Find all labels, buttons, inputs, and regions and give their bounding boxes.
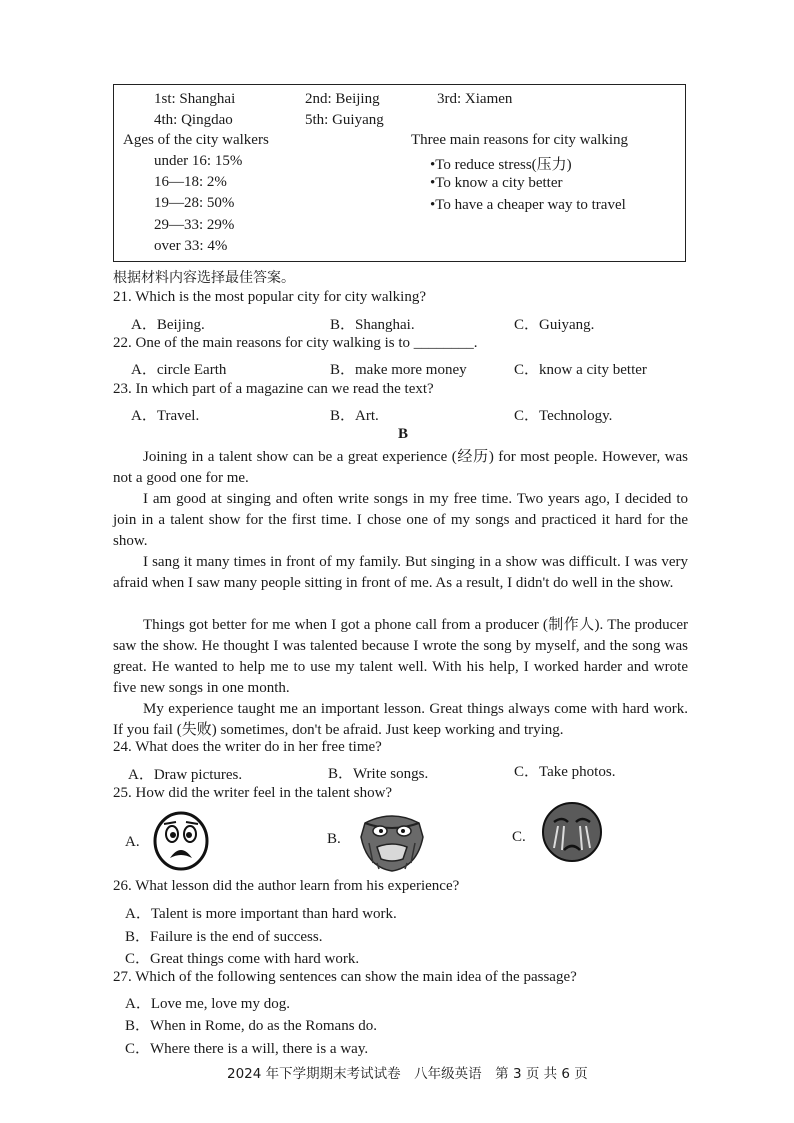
- question-24: [113, 739, 382, 756]
- option-c: C．know a city better: [514, 362, 647, 378]
- question-27: [113, 969, 577, 986]
- passage-paragraph: My experience taught me an important lesson. Great things always come with hard work. If you fail (失败) sometimes, don't be afraid. Just keep working and trying.: [113, 701, 688, 738]
- question-text: Which of the following sentences can show the main idea of the passage?: [135, 969, 577, 985]
- option-a: A．Love me, love my dog.: [125, 996, 290, 1012]
- option-b: B．Failure is the end of success.: [125, 929, 323, 945]
- age-item: under 16: 15%: [154, 153, 243, 169]
- option-b: B．Art.: [330, 408, 379, 424]
- rank-3: 3rd: Xiamen: [437, 91, 513, 107]
- question-26: [113, 878, 459, 895]
- question-text: What lesson did the author learn from his experience?: [135, 878, 460, 894]
- option-c: C．Great things come with hard work.: [125, 951, 360, 967]
- age-item: 16—18: 2%: [154, 174, 227, 190]
- option-a: A．Travel.: [131, 408, 200, 424]
- question-number: 24.: [113, 739, 132, 755]
- option-a: A．Talent is more important than hard work.: [125, 906, 397, 922]
- age-item: over 33: 4%: [154, 238, 228, 254]
- question-number: 26.: [113, 878, 132, 894]
- rank-1: 1st: Shanghai: [154, 91, 236, 107]
- crying-face-icon: [540, 800, 604, 864]
- option-c: C．Where there is a will, there is a way.: [125, 1041, 369, 1057]
- question-text: How did the writer feel in the talent show?: [135, 785, 393, 801]
- frightened-face-icon: [152, 810, 210, 872]
- question-number: 21.: [113, 289, 132, 305]
- question-text: What does the writer do in her free time?: [135, 739, 382, 755]
- reason-item: •To reduce stress(压力): [430, 157, 572, 173]
- rank-2: 2nd: Beijing: [305, 91, 380, 107]
- question-text: Which is the most popular city for city walking?: [135, 289, 426, 305]
- passage-paragraph: I sang it many times in front of my family. But singing in a show was difficult. I was very afraid when I saw many people sitting in front of me. As a result, I didn't do well in the show.: [113, 554, 688, 591]
- reason-item: •To know a city better: [430, 175, 563, 191]
- reasons-title: Three main reasons for city walking: [411, 132, 629, 148]
- option-b: B．Write songs.: [328, 766, 429, 782]
- question-23: [113, 381, 434, 398]
- passage-paragraph: Joining in a talent show can be a great experience (经历) for most people. However, was not a good one for me.: [113, 449, 688, 486]
- question-number: 23.: [113, 381, 132, 397]
- option-b: B．When in Rome, do as the Romans do.: [125, 1018, 378, 1034]
- option-c: C．Take photos.: [514, 764, 616, 780]
- reason-item: •To have a cheaper way to travel: [430, 197, 626, 213]
- question-text: In which part of a magazine can we read the text?: [135, 381, 434, 397]
- passage-paragraph: I am good at singing and often write songs in my free time. Two years ago, I decided to join in a talent show for the first time. I chose one of my songs and practiced it hard for the show.: [113, 491, 688, 549]
- question-22: [113, 335, 478, 352]
- question-25: [113, 785, 392, 802]
- option-a: A．Draw pictures.: [128, 767, 243, 783]
- option-c: C．Technology.: [514, 408, 613, 424]
- passage-paragraph: Things got better for me when I got a phone call from a producer (制作人). The producer saw the show. He thought I was talented because I wrote the song by myself, and the song was great. He wanted to help me to use my talent well. With his help, I worked harder and wrote five new songs in one month.: [113, 617, 688, 696]
- instruction: 根据材料内容选择最佳答案。: [113, 270, 295, 286]
- info-box: [113, 84, 686, 262]
- question-number: 27.: [113, 969, 132, 985]
- question-21: [113, 289, 426, 306]
- age-item: 29—33: 29%: [154, 217, 235, 233]
- rank-5: 5th: Guiyang: [305, 112, 384, 128]
- question-number: 22.: [113, 335, 132, 351]
- angry-creature-icon: [357, 807, 427, 873]
- page-footer: 2024 年下学期期末考试试卷 八年级英语 第 3 页 共 6 页: [227, 1066, 588, 1082]
- age-item: 19—28: 50%: [154, 195, 235, 211]
- question-text: One of the main reasons for city walking is to ________.: [135, 335, 478, 351]
- option-b-label: B.: [327, 831, 341, 847]
- rank-4: 4th: Qingdao: [154, 112, 233, 128]
- option-a: A．circle Earth: [131, 362, 227, 378]
- option-b: B．Shanghai.: [330, 317, 415, 333]
- option-c: C．Guiyang.: [514, 317, 595, 333]
- section-b-title: B: [398, 426, 409, 442]
- option-b: B．make more money: [330, 362, 467, 378]
- option-c-label: C.: [512, 829, 526, 845]
- ages-title: Ages of the city walkers: [123, 132, 269, 148]
- question-number: 25.: [113, 785, 132, 801]
- option-a-label: A.: [125, 834, 140, 850]
- option-a: A．Beijing.: [131, 317, 205, 333]
